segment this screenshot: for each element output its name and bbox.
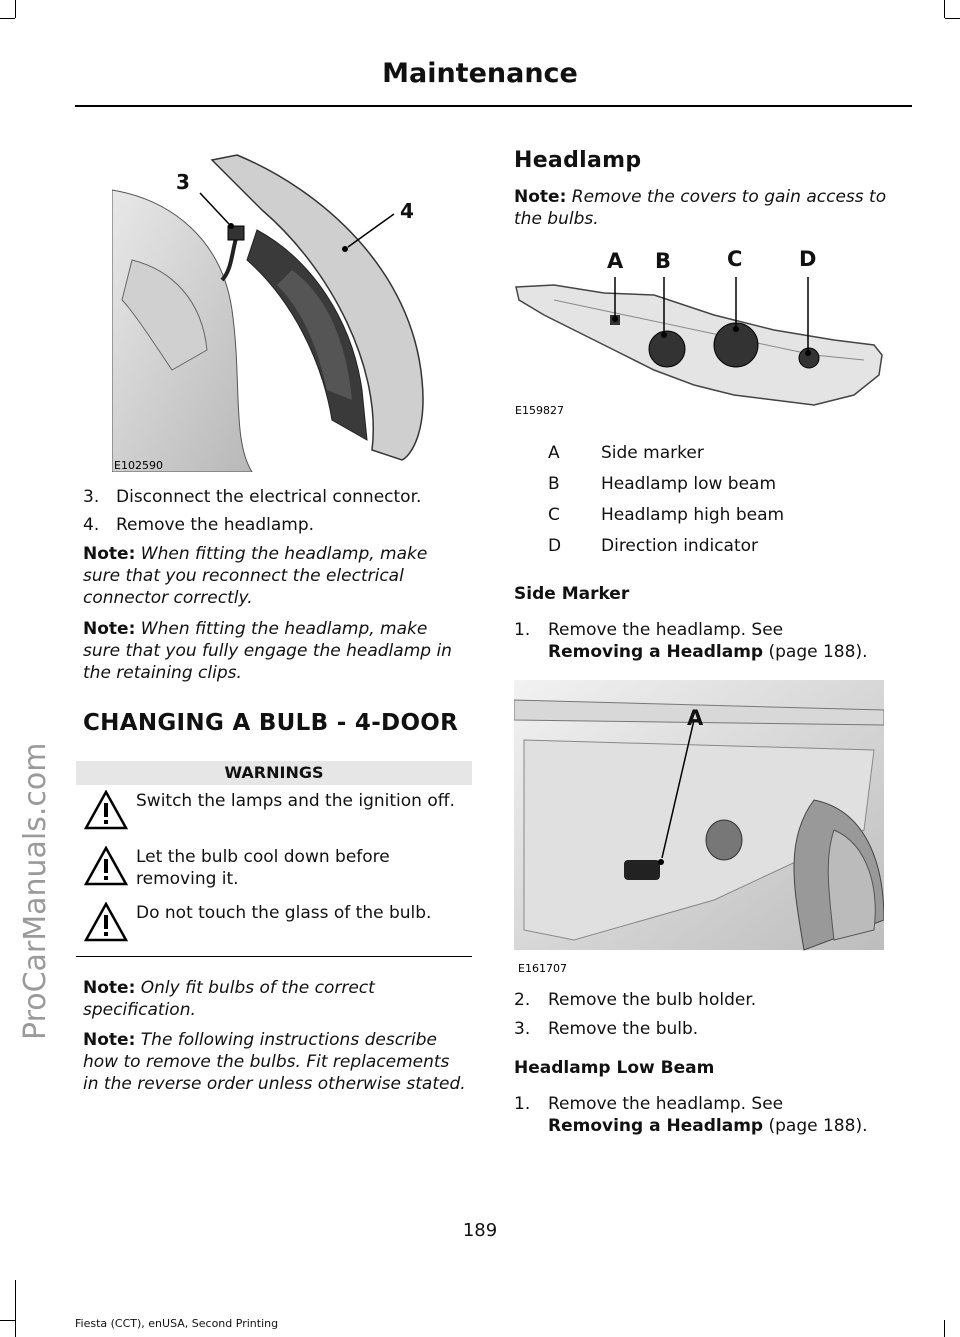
figure-code: E161707: [518, 962, 567, 975]
low-beam-heading: Headlamp Low Beam: [514, 1058, 715, 1078]
callout-4: 4: [400, 199, 414, 223]
side-marker-step-3: Remove the bulb.: [548, 1019, 699, 1039]
document-info: Fiesta (CCT), enUSA, Second Printing: [75, 1317, 279, 1330]
warning-triangle-icon: [84, 790, 128, 830]
note-text: sure that you fully engage the headlamp in: [83, 641, 452, 661]
key-letter: A: [548, 443, 560, 463]
note-text: When fitting the headlamp, make: [140, 544, 428, 564]
warning-text: [136, 846, 476, 890]
key-label: Side marker: [601, 443, 704, 463]
note-text: the retaining clips.: [83, 663, 242, 683]
note-label: Note:: [83, 544, 136, 564]
note-4: [83, 1029, 483, 1095]
note-2: [83, 618, 478, 684]
step-number: 1.: [514, 620, 531, 640]
key-letter: B: [548, 474, 560, 494]
warning-text: Do not touch the glass of the bulb.: [136, 903, 432, 923]
warning-line: Let the bulb cool down before: [136, 847, 390, 867]
side-marker-step-1: [548, 619, 918, 663]
note-label: Note:: [83, 1030, 136, 1050]
crop-mark: [944, 0, 945, 18]
header-divider: [75, 105, 912, 107]
crop-mark: [0, 18, 15, 19]
step-number: 2.: [514, 990, 531, 1010]
page-title: Maintenance: [382, 58, 578, 89]
crop-mark: [945, 18, 960, 19]
note-1: [83, 543, 473, 609]
callout-b: B: [655, 249, 672, 273]
warning-triangle-icon: [84, 846, 128, 886]
warning-line: removing it.: [136, 869, 239, 889]
step-number: 3.: [83, 487, 100, 507]
step-4-text: Remove the headlamp.: [116, 515, 315, 535]
note-text: the bulbs.: [514, 209, 599, 229]
low-beam-step-1: [548, 1093, 918, 1137]
key-label: Headlamp low beam: [601, 474, 777, 494]
key-letter: C: [548, 505, 560, 525]
note-text: specification.: [83, 1000, 196, 1020]
side-marker-heading: Side Marker: [514, 584, 630, 604]
note-label: Note:: [514, 187, 567, 207]
step-number: 4.: [83, 515, 100, 535]
note-label: Note:: [83, 978, 136, 998]
section-heading: CHANGING A BULB - 4-DOOR: [83, 710, 459, 736]
callout-d: D: [799, 247, 817, 271]
figure-code: E159827: [515, 404, 564, 417]
step-text: Remove the headlamp. See: [548, 1094, 784, 1114]
callout-c: C: [727, 247, 743, 271]
note-text: Remove the covers to gain access to: [571, 187, 887, 207]
step-text: Remove the headlamp. See: [548, 620, 784, 640]
removing-headlamp-link[interactable]: Removing a Headlamp: [548, 1116, 764, 1136]
step-number: 3.: [514, 1019, 531, 1039]
page-number: 189: [462, 1220, 498, 1241]
page-reference: (page 188).: [763, 642, 868, 662]
callout-3: 3: [176, 170, 190, 194]
warning-text: Switch the lamps and the ignition off.: [136, 791, 455, 811]
crop-mark: [944, 1320, 945, 1337]
key-letter: D: [548, 536, 562, 556]
figure-headlamp-bulbs: [514, 245, 894, 425]
warning-2: [76, 846, 476, 894]
key-label: Direction indicator: [601, 536, 759, 556]
note-text: Only fit bulbs of the correct: [140, 978, 375, 998]
crop-mark: [15, 1280, 16, 1337]
side-marker-step-2: Remove the bulb holder.: [548, 990, 757, 1010]
warnings-heading: WARNINGS: [76, 761, 472, 785]
callout-a: A: [607, 249, 624, 273]
callout-a: A: [687, 706, 704, 730]
note-text: When fitting the headlamp, make: [140, 619, 428, 639]
sidebar-watermark: ProCarManuals.com: [18, 742, 53, 1040]
warning-1: [76, 790, 476, 834]
key-label: Headlamp high beam: [601, 505, 785, 525]
note-text: The following instructions describe: [140, 1030, 438, 1050]
note-text: how to remove the bulbs. Fit replacements: [83, 1052, 450, 1072]
note-text: in the reverse order unless otherwise stated.: [83, 1074, 466, 1094]
page-reference: (page 188).: [763, 1116, 868, 1136]
note-3: [83, 977, 478, 1021]
figure-code: E102590: [114, 459, 163, 472]
warning-triangle-icon: [84, 902, 128, 942]
note-text: sure that you reconnect the electrical: [83, 566, 404, 586]
crop-mark: [15, 0, 16, 18]
headlamp-note: [514, 186, 914, 230]
step-number: 1.: [514, 1094, 531, 1114]
crop-mark: [0, 1320, 15, 1321]
warning-3: [76, 902, 476, 946]
headlamp-heading: Headlamp: [514, 148, 642, 173]
step-3-text: Disconnect the electrical connector.: [116, 487, 422, 507]
note-label: Note:: [83, 619, 136, 639]
note-text: connector correctly.: [83, 588, 253, 608]
removing-headlamp-link[interactable]: Removing a Headlamp: [548, 642, 764, 662]
warnings-divider: [76, 956, 472, 957]
